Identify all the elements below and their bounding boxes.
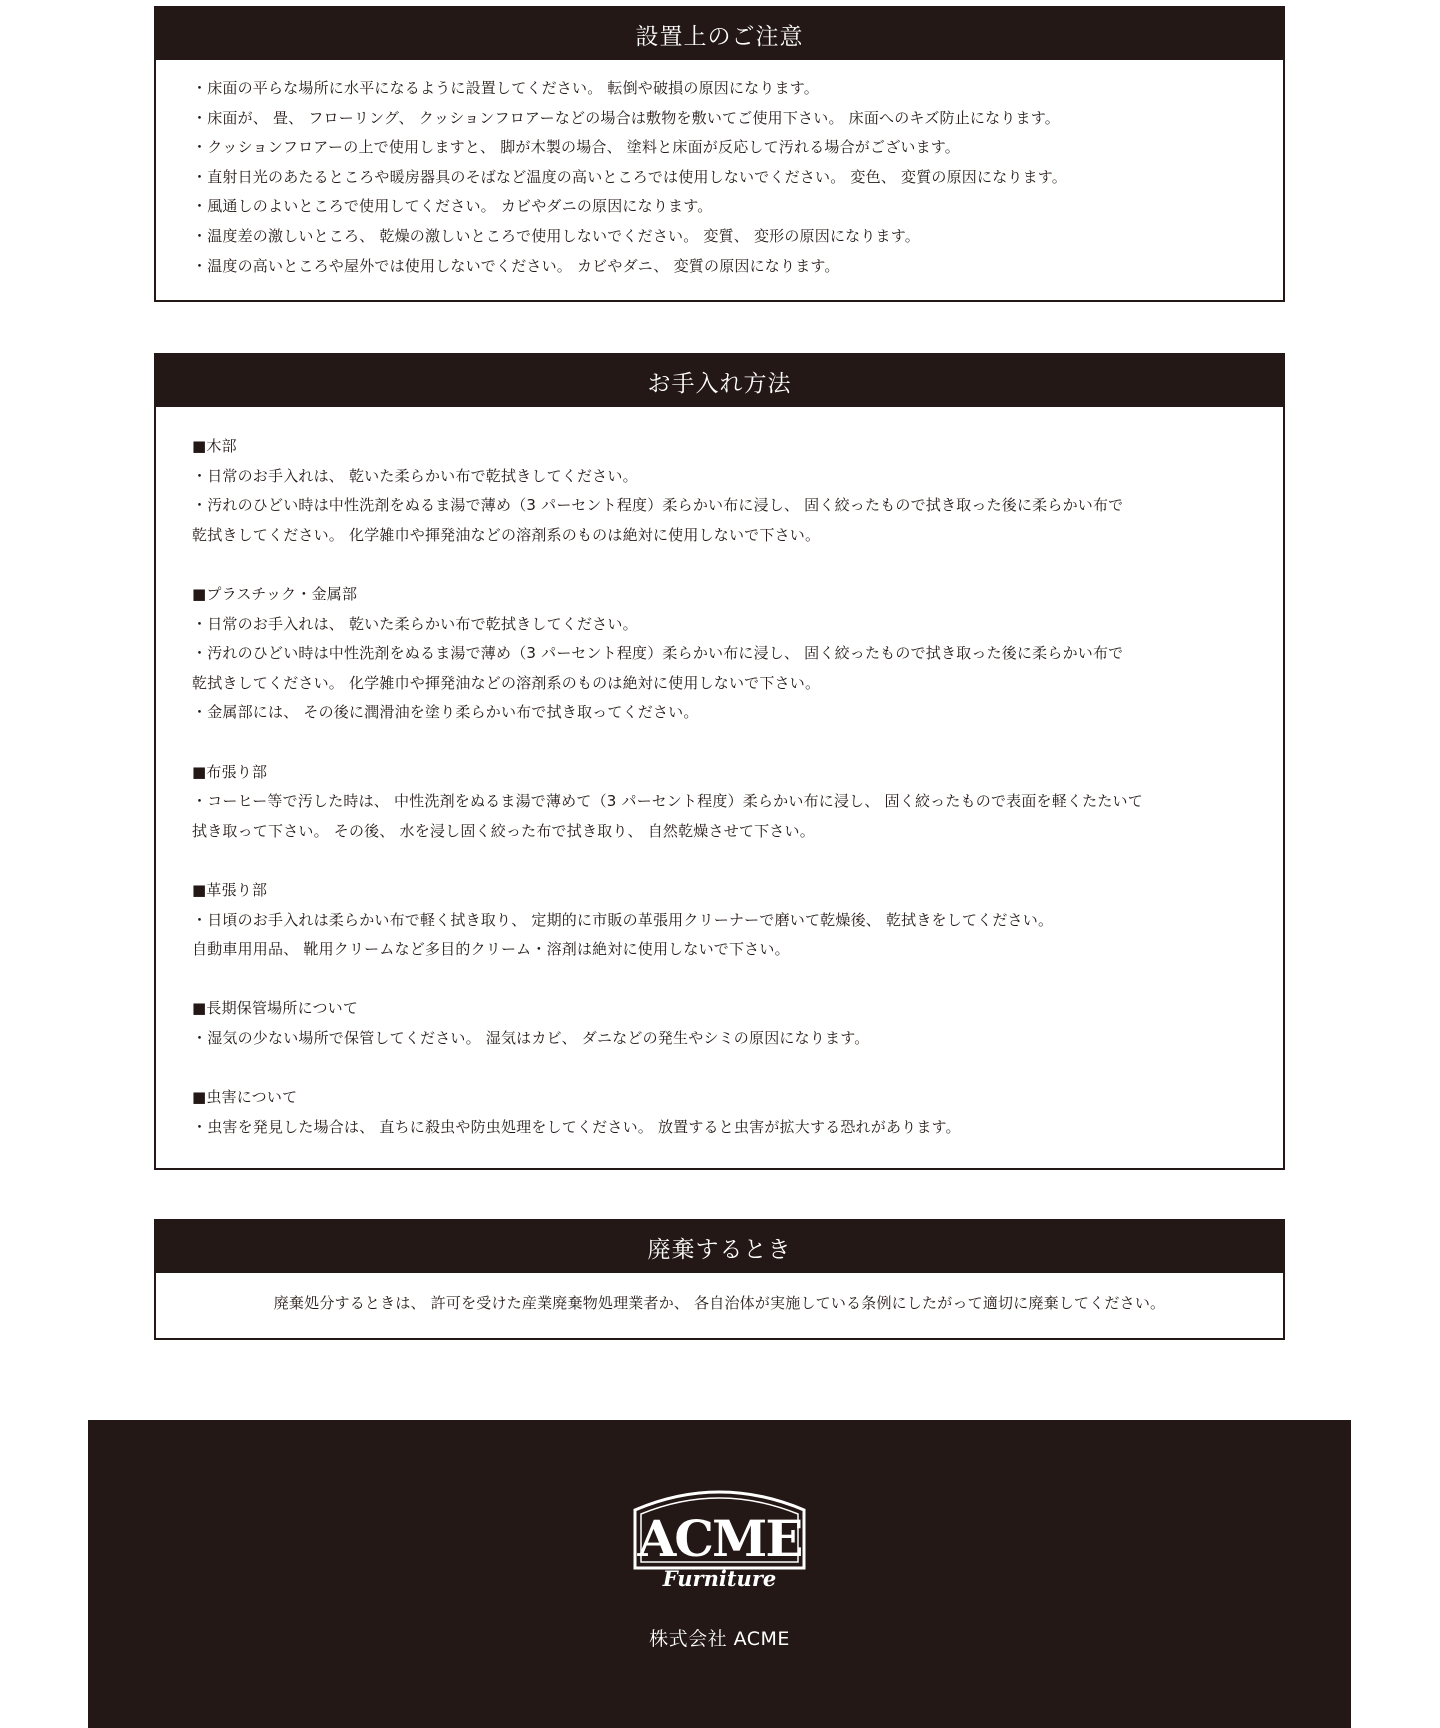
caution-line: ・床面が、 畳、 フローリング、 クッションフロアーなどの場合は敷物を敷いてご使用下さい。 床面へのキズ防止になります。 [192,108,1060,127]
care-line: 乾拭きしてください。 化学雑巾や揮発油などの溶剤系のものは絶対に使用しないで下さい。 [192,673,821,692]
care-line: ・虫害を発見した場合は、 直ちに殺虫や防虫処理をしてください。 放置すると虫害が拡大する恐れがあります。 [192,1117,961,1136]
care-section-wood [192,432,1247,550]
disposal-panel [154,1219,1285,1340]
caution-panel [154,6,1285,302]
care-section-fabric [192,758,1247,847]
care-section-storage [192,994,1247,1053]
care-line: ・日常のお手入れは、 乾いた柔らかい布で乾拭きしてください。 [192,466,638,485]
disposal-title: 廃棄するとき [156,1221,1283,1273]
care-line: ・湿気の少ない場所で保管してください。 湿気はカビ、 ダニなどの発生やシミの原因になります。 [192,1028,870,1047]
svg-text:Furniture: Furniture [662,1566,777,1591]
care-line: ・汚れのひどい時は中性洗剤をぬるま湯で薄め（3 パーセント程度）柔らかい布に浸し、 固く絞ったもので拭き取った後に柔らかい布で [192,644,1124,663]
care-line: ・汚れのひどい時は中性洗剤をぬるま湯で薄め（3 パーセント程度）柔らかい布に浸し、 固く絞ったもので拭き取った後に柔らかい布で [192,496,1124,515]
care-line: 乾拭きしてください。 化学雑巾や揮発油などの溶剤系のものは絶対に使用しないで下さい。 [192,525,821,544]
acme-furniture-logo [631,1480,808,1592]
care-section-heading: ■布張り部 [192,762,268,781]
section-gap [192,965,1247,995]
care-panel [154,353,1285,1170]
caution-line: ・クッションフロアーの上で使用しますと、 脚が木製の場合、 塗料と床面が反応して汚れる場合がございます。 [192,138,960,157]
care-section-insects [192,1083,1247,1142]
care-section-heading: ■長期保管場所について [192,999,359,1018]
company-name: 株式会社 ACME [649,1628,790,1650]
caution-line: ・温度差の激しいところ、 乾燥の激しいところで使用しないでください。 変質、 変形の原因になります。 [192,226,920,245]
care-line: ・日常のお手入れは、 乾いた柔らかい布で乾拭きしてください。 [192,614,638,633]
care-line: 自動車用用品、 靴用クリームなど多目的クリーム・溶剤は絶対に使用しないで下さい。 [192,940,790,959]
care-section-leather [192,876,1247,965]
care-line: ・コーヒー等で汚した時は、 中性洗剤をぬるま湯で薄めて（3 パーセント程度）柔らかい布に浸し、 固く絞ったもので表面を軽くたたいて [192,792,1143,811]
caution-line: ・床面の平らな場所に水平になるように設置してください。 転倒や破損の原因になります。 [192,79,819,97]
footer [88,1420,1351,1728]
caution-title: 設置上のご注意 [156,8,1283,60]
section-gap [192,846,1247,876]
section-gap [192,550,1247,580]
care-line: ・金属部には、 その後に潤滑油を塗り柔らかい布で拭き取ってください。 [192,703,699,722]
care-line: ・日頃のお手入れは柔らかい布で軽く拭き取り、 定期的に市販の革張用クリーナーで磨いて乾燥後、 乾拭きをしてください。 [192,910,1054,929]
disposal-body [156,1273,1283,1319]
care-line: 拭き取って下さい。 その後、 水を浸し固く絞った布で拭き取り、 自然乾燥させて下さい。 [192,821,815,840]
care-section-heading: ■木部 [192,437,237,455]
care-section-heading: ■虫害について [192,1088,298,1107]
care-section-plastic-metal [192,580,1247,728]
caution-line: ・温度の高いところや屋外では使用しないでください。 カビやダニ、 変質の原因になります。 [192,256,840,275]
caution-line: ・直射日光のあたるところや暖房器具のそばなど温度の高いところでは使用しないでください。 変色、 変質の原因になります。 [192,167,1067,186]
care-title: お手入れ方法 [156,355,1283,407]
caution-line: ・風通しのよいところで使用してください。 カビやダニの原因になります。 [192,197,713,216]
svg-text:ACME: ACME [637,1509,802,1568]
care-section-heading: ■革張り部 [192,880,268,899]
care-body [156,407,1283,1158]
section-gap [192,728,1247,758]
section-gap [192,1053,1247,1083]
disposal-text: 廃棄処分するときは、 許可を受けた産業廃棄物処理業者か、 各自治体が実施している条例にしたがって適切に廃棄してください。 [273,1294,1166,1312]
caution-list [156,60,1283,297]
care-section-heading: ■プラスチック・金属部 [192,584,358,603]
